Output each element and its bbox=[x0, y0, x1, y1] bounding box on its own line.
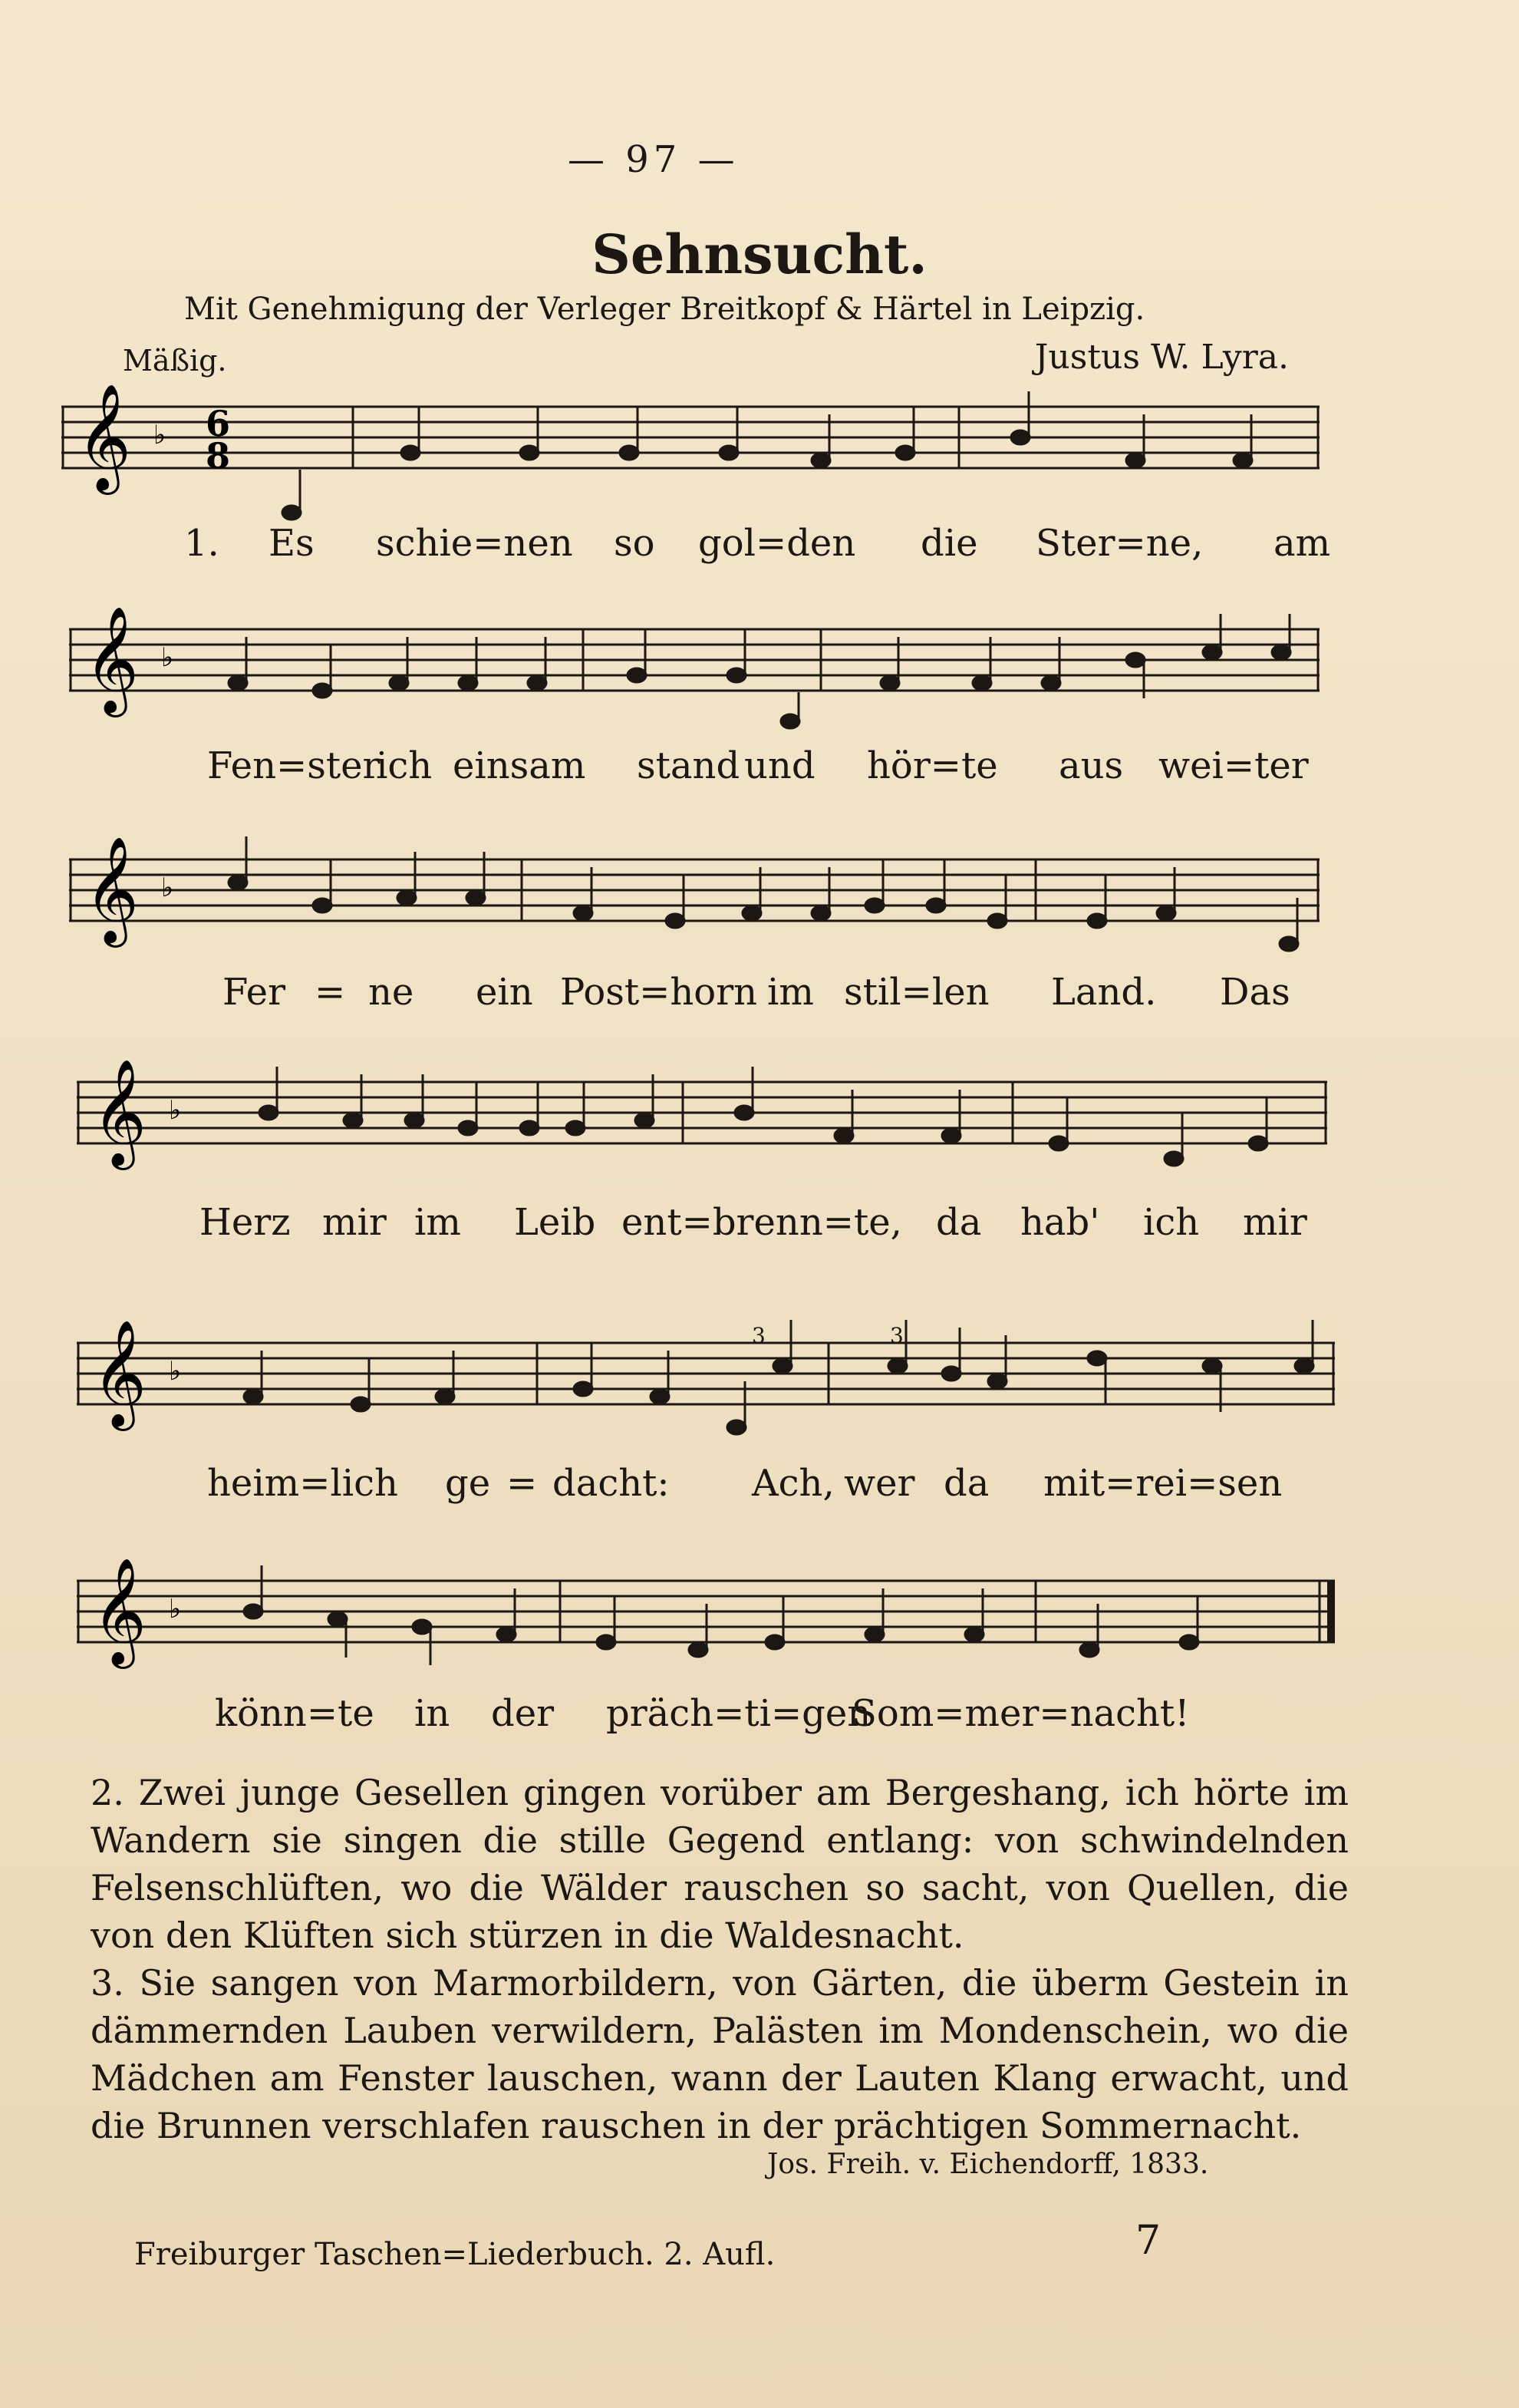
lyric: ne bbox=[368, 971, 414, 1014]
lyric: dacht: bbox=[552, 1462, 670, 1505]
lyric: und bbox=[744, 744, 816, 787]
lyric: wei=ter bbox=[1158, 744, 1309, 787]
lyrics-line-2 bbox=[61, 744, 1335, 790]
staff-3 bbox=[61, 836, 1335, 990]
lyric: könn=te bbox=[215, 1692, 374, 1735]
flat-sign: ♭ bbox=[169, 1594, 182, 1625]
music-system-6 bbox=[61, 1542, 1350, 1696]
triplet-marker: 3 bbox=[890, 1323, 904, 1348]
lyric: in bbox=[414, 1692, 450, 1735]
music-system-5 bbox=[61, 1312, 1350, 1466]
treble-clef-icon: 𝄞 bbox=[92, 1320, 147, 1427]
flat-sign: ♭ bbox=[153, 420, 166, 450]
lyric: die bbox=[921, 522, 978, 565]
composer-credit: Justus W. Lyra. bbox=[1034, 338, 1289, 377]
lyric: ent=brenn=te, bbox=[621, 1201, 902, 1244]
lyric: = bbox=[506, 1462, 538, 1505]
staff-6 bbox=[61, 1542, 1350, 1696]
treble-clef-icon: 𝄞 bbox=[92, 1558, 147, 1664]
lyric: mir bbox=[1243, 1201, 1307, 1244]
flat-sign: ♭ bbox=[169, 1095, 182, 1126]
lyrics-line-6 bbox=[61, 1692, 1335, 1738]
lyric: Fer bbox=[222, 971, 286, 1014]
treble-clef-icon: 𝄞 bbox=[77, 384, 131, 490]
lyric: Ster=ne, bbox=[1036, 522, 1204, 565]
lyric: gol=den bbox=[698, 522, 856, 565]
song-title: Sehnsucht. bbox=[591, 223, 928, 286]
flat-sign: ♭ bbox=[169, 1356, 182, 1387]
notes bbox=[244, 1320, 1313, 1434]
lyric: der bbox=[491, 1692, 555, 1735]
lyricist-credit: Jos. Freih. v. Eichendorff, 1833. bbox=[767, 2149, 1209, 2180]
music-system-3 bbox=[61, 836, 1335, 990]
lyric: ich bbox=[376, 744, 433, 787]
lyric: stil=len bbox=[844, 971, 990, 1014]
final-barline bbox=[1327, 1581, 1335, 1642]
lyric: schie=nen bbox=[376, 522, 573, 565]
time-sig-bottom: 8 bbox=[206, 435, 231, 477]
staff-5 bbox=[61, 1312, 1350, 1466]
music-system-2 bbox=[61, 606, 1335, 760]
lyric: ge bbox=[445, 1462, 491, 1505]
verse-3: 3. Sie sangen von Marmorbildern, von Gärten, die überm Gestein in dämmernden Lauben verwildern, Palästen im Mondenschein, wo die Mädchen am Fenster lauschen, wann der Lauten Klang erwacht, und die Brunnen verschlafen rauschen in der prächtigen Sommernacht. bbox=[91, 1962, 1349, 2146]
lyric: Post=horn bbox=[560, 971, 758, 1014]
lyric: Leib bbox=[514, 1201, 596, 1244]
music-system-4 bbox=[61, 1059, 1335, 1212]
lyric: da bbox=[936, 1201, 982, 1244]
time-sig-top: 6 bbox=[206, 403, 231, 444]
notes bbox=[229, 614, 1290, 728]
lyrics-line-5 bbox=[61, 1462, 1335, 1508]
lyric: stand bbox=[637, 744, 740, 787]
lyric: am bbox=[1274, 522, 1331, 565]
lyric: ich bbox=[1143, 1201, 1200, 1244]
staff-4 bbox=[61, 1059, 1335, 1212]
lyric: hör=te bbox=[867, 744, 998, 787]
treble-clef-icon: 𝄞 bbox=[84, 606, 139, 713]
treble-clef-icon: 𝄞 bbox=[92, 1059, 147, 1166]
lyric: Das bbox=[1220, 971, 1290, 1014]
tempo-marking: Mäßig. bbox=[123, 344, 227, 378]
flat-sign: ♭ bbox=[161, 872, 174, 903]
lyric: heim=lich bbox=[207, 1462, 398, 1505]
lyric: im bbox=[414, 1201, 461, 1244]
lyric: aus bbox=[1059, 744, 1124, 787]
page-number: — 97 — bbox=[568, 138, 740, 181]
lyric: im bbox=[767, 971, 814, 1014]
flat-sign: ♭ bbox=[161, 642, 174, 673]
lyric: hab' bbox=[1020, 1201, 1100, 1244]
verse-2: 2. Zwei junge Gesellen gingen vorüber am Bergeshang, ich hörte im Wandern sie singen die stille Gegend entlang: von schwindelnden Felsenschlüften, wo die Wälder rauschen so sacht, von Quellen, die von den Klüften sich stürzen in die Waldesnacht. bbox=[91, 1772, 1349, 1956]
lyrics-line-4 bbox=[61, 1201, 1335, 1247]
lyric: wer bbox=[844, 1462, 915, 1505]
notes bbox=[282, 391, 1252, 520]
additional-verses bbox=[91, 1769, 1349, 2149]
lyric: ein bbox=[476, 971, 533, 1014]
lyric: da bbox=[944, 1462, 990, 1505]
lyric: 1. bbox=[184, 522, 219, 565]
book-footer: Freiburger Taschen=Liederbuch. 2. Aufl. bbox=[134, 2237, 776, 2272]
lyric: Land. bbox=[1051, 971, 1157, 1014]
lyric: Es bbox=[269, 522, 315, 565]
staff-2 bbox=[61, 606, 1335, 760]
lyric: = bbox=[315, 971, 346, 1014]
signature-mark: 7 bbox=[1135, 2218, 1161, 2264]
lyric: einsam bbox=[453, 744, 586, 787]
lyric: mit=rei=sen bbox=[1043, 1462, 1283, 1505]
triplet-marker: 3 bbox=[752, 1323, 766, 1348]
lyric: Herz bbox=[199, 1201, 291, 1244]
publisher-permission: Mit Genehmigung der Verleger Breitkopf & Härtel in Leipzig. bbox=[184, 292, 1145, 327]
lyric: so bbox=[614, 522, 655, 565]
lyrics-line-1 bbox=[61, 522, 1335, 568]
lyric: Som=mer=nacht! bbox=[852, 1692, 1190, 1735]
lyric: präch=ti=gen bbox=[606, 1692, 872, 1735]
lyric: Ach, bbox=[752, 1462, 835, 1505]
treble-clef-icon: 𝄞 bbox=[84, 836, 139, 943]
notes bbox=[229, 836, 1298, 951]
lyric: mir bbox=[322, 1201, 387, 1244]
lyric: Fen=ster bbox=[207, 744, 381, 787]
lyrics-line-3 bbox=[61, 971, 1335, 1017]
